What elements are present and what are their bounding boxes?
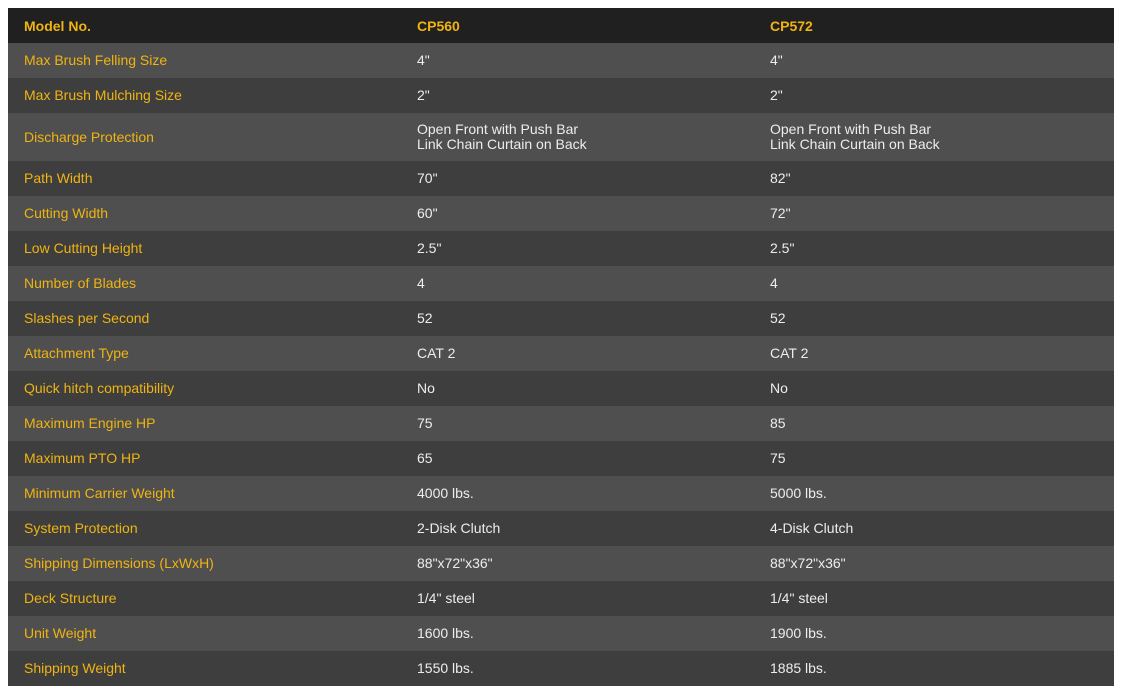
table-row (8, 616, 1114, 651)
spec-label: Cutting Width (8, 196, 401, 231)
table-row (8, 113, 1114, 161)
spec-label: Shipping Weight (8, 651, 401, 686)
spec-value-cp572: 1900 lbs. (754, 616, 1114, 651)
spec-label: Low Cutting Height (8, 231, 401, 266)
spec-label: Maximum Engine HP (8, 406, 401, 441)
table-row (8, 511, 1114, 546)
spec-label: Max Brush Felling Size (8, 43, 401, 78)
spec-label: Minimum Carrier Weight (8, 476, 401, 511)
table-row (8, 43, 1114, 78)
spec-value-cp572: 2.5" (754, 231, 1114, 266)
spec-comparison-table (8, 8, 1114, 686)
spec-value-cp572: Open Front with Push Bar Link Chain Curtain on Back (754, 113, 1114, 161)
table-row (8, 441, 1114, 476)
table-row (8, 336, 1114, 371)
table-row (8, 266, 1114, 301)
spec-label: Quick hitch compatibility (8, 371, 401, 406)
spec-label: Path Width (8, 161, 401, 196)
spec-label: Unit Weight (8, 616, 401, 651)
spec-value-cp560: No (401, 371, 754, 406)
spec-value-cp572: 85 (754, 406, 1114, 441)
table-row (8, 301, 1114, 336)
spec-label: Slashes per Second (8, 301, 401, 336)
spec-value-cp572: 4" (754, 43, 1114, 78)
spec-value-cp572: 1885 lbs. (754, 651, 1114, 686)
table-row (8, 78, 1114, 113)
spec-value-cp572: 4-Disk Clutch (754, 511, 1114, 546)
spec-value-cp572: 72" (754, 196, 1114, 231)
spec-label: Discharge Protection (8, 113, 401, 161)
table-row (8, 581, 1114, 616)
table-row (8, 651, 1114, 686)
spec-value-cp560: 1600 lbs. (401, 616, 754, 651)
spec-value-cp560: Open Front with Push Bar Link Chain Curtain on Back (401, 113, 754, 161)
table-row (8, 161, 1114, 196)
spec-label: System Protection (8, 511, 401, 546)
table-row (8, 371, 1114, 406)
spec-value-cp572: 88"x72"x36" (754, 546, 1114, 581)
spec-value-cp560: 1/4" steel (401, 581, 754, 616)
spec-label: Maximum PTO HP (8, 441, 401, 476)
header-row (8, 8, 1114, 43)
spec-value-cp560: 2.5" (401, 231, 754, 266)
spec-label: Max Brush Mulching Size (8, 78, 401, 113)
spec-value-cp572: 52 (754, 301, 1114, 336)
table-row (8, 406, 1114, 441)
spec-value-cp572: 2" (754, 78, 1114, 113)
spec-value-cp572: 75 (754, 441, 1114, 476)
spec-label: Number of Blades (8, 266, 401, 301)
spec-value-cp560: 4" (401, 43, 754, 78)
spec-value-cp560: 75 (401, 406, 754, 441)
spec-value-cp572: CAT 2 (754, 336, 1114, 371)
spec-label: Shipping Dimensions (LxWxH) (8, 546, 401, 581)
spec-value-cp560: CAT 2 (401, 336, 754, 371)
header-cell-model-no: Model No. (8, 8, 401, 43)
spec-value-cp560: 88"x72"x36" (401, 546, 754, 581)
header-cell-cp572: CP572 (754, 8, 1114, 43)
spec-value-cp560: 2-Disk Clutch (401, 511, 754, 546)
spec-label: Deck Structure (8, 581, 401, 616)
spec-value-cp572: 5000 lbs. (754, 476, 1114, 511)
spec-label: Attachment Type (8, 336, 401, 371)
spec-value-cp560: 4000 lbs. (401, 476, 754, 511)
table-row (8, 476, 1114, 511)
table-row (8, 546, 1114, 581)
spec-value-cp560: 65 (401, 441, 754, 476)
table-row (8, 231, 1114, 266)
spec-value-cp572: 82" (754, 161, 1114, 196)
table-row (8, 196, 1114, 231)
header-cell-cp560: CP560 (401, 8, 754, 43)
spec-value-cp560: 1550 lbs. (401, 651, 754, 686)
spec-value-cp560: 70" (401, 161, 754, 196)
spec-table-body (8, 43, 1114, 686)
spec-value-cp572: 1/4" steel (754, 581, 1114, 616)
spec-value-cp560: 52 (401, 301, 754, 336)
spec-value-cp560: 60" (401, 196, 754, 231)
spec-value-cp560: 4 (401, 266, 754, 301)
spec-value-cp560: 2" (401, 78, 754, 113)
spec-value-cp572: 4 (754, 266, 1114, 301)
spec-value-cp572: No (754, 371, 1114, 406)
